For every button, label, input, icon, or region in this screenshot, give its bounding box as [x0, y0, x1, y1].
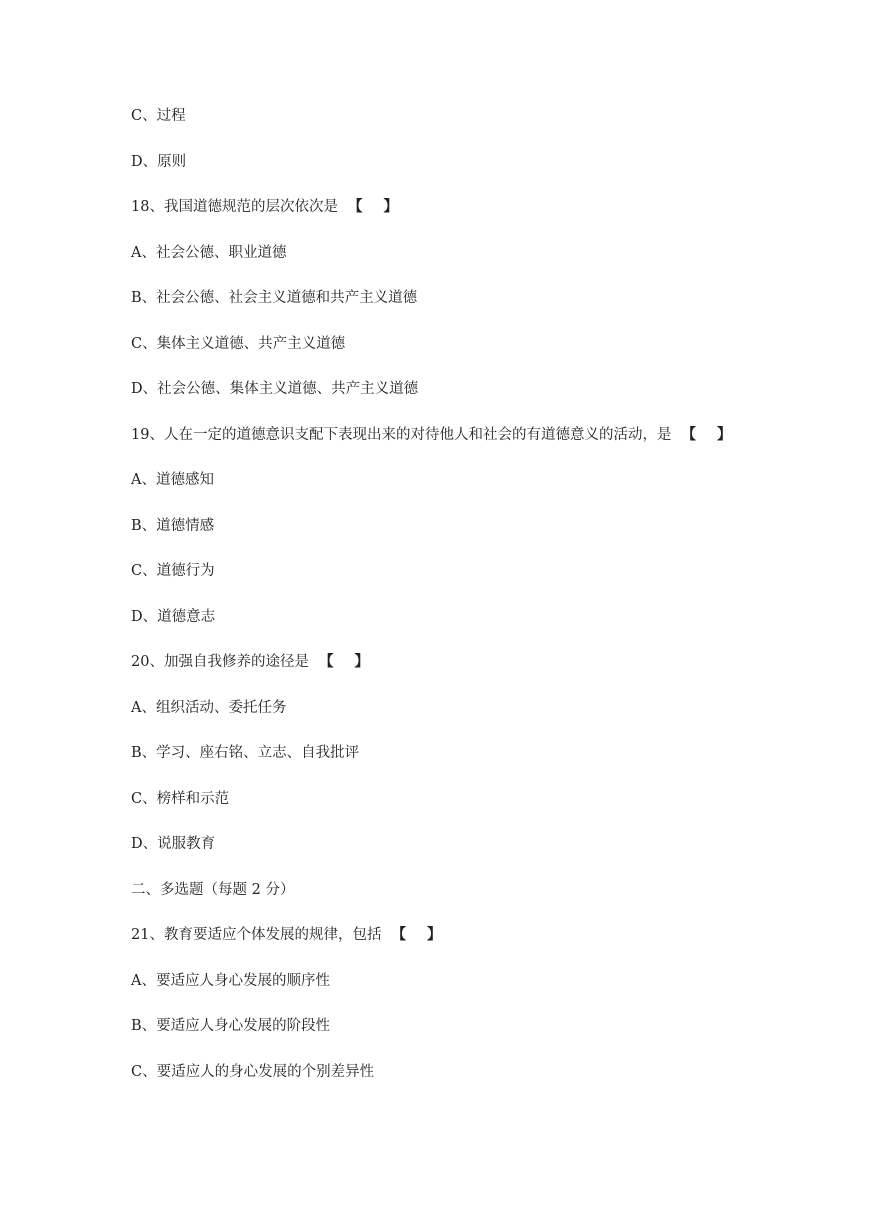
line-text: D、原则	[131, 153, 187, 170]
question-stem	[131, 923, 831, 969]
answer-option	[131, 286, 831, 332]
answer-option	[131, 104, 831, 150]
answer-bracket: 【 】	[681, 425, 740, 443]
answer-option	[131, 559, 831, 605]
answer-option	[131, 1060, 831, 1106]
answer-option	[131, 605, 831, 651]
line-text: C、道德行为	[131, 563, 215, 579]
line-text: C、榜样和示范	[131, 790, 230, 807]
answer-option	[131, 787, 831, 833]
section-heading	[131, 878, 831, 924]
question-list	[131, 104, 831, 1105]
line-text: A、道德感知	[131, 472, 214, 488]
line-text: C、集体主义道德、共产主义道德	[131, 335, 346, 352]
line-text: C、过程	[131, 108, 186, 124]
answer-option	[131, 332, 831, 378]
answer-option	[131, 832, 831, 878]
answer-option	[131, 377, 831, 423]
answer-option	[131, 514, 831, 560]
answer-bracket: 【 】	[318, 653, 378, 670]
answer-option	[131, 741, 831, 787]
answer-bracket: 【 】	[347, 198, 407, 215]
line-text: D、社会公德、集体主义道德、共产主义道德	[131, 381, 419, 397]
answer-bracket: 【 】	[391, 926, 450, 943]
answer-option	[131, 468, 831, 514]
answer-option	[131, 241, 831, 287]
answer-option	[131, 696, 831, 742]
line-text: A、组织活动、委托任务	[131, 699, 287, 716]
question-stem	[131, 423, 831, 469]
line-text: C、要适应人的身心发展的个别差异性	[131, 1063, 375, 1080]
line-text: D、道德意志	[131, 608, 216, 625]
line-text: A、要适应人身心发展的顺序性	[131, 972, 330, 989]
line-text: B、要适应人身心发展的阶段性	[131, 1018, 331, 1034]
line-text: B、学习、座右铭、立志、自我批评	[131, 745, 360, 761]
line-text: A、社会公德、职业道德	[131, 244, 287, 261]
answer-option	[131, 150, 831, 196]
line-text: B、道德情感	[131, 517, 215, 534]
line-text: 19、人在一定的道德意识支配下表现出来的对待他人和社会的有道德意义的活动，是	[131, 426, 672, 443]
line-text: 21、教育要适应个体发展的规律，包括	[131, 927, 382, 943]
answer-option	[131, 1014, 831, 1060]
line-text: 18、我国道德规范的层次依次是	[131, 199, 338, 215]
line-text: 20、加强自我修养的途径是	[131, 654, 309, 670]
question-stem	[131, 650, 831, 696]
question-stem	[131, 195, 831, 241]
answer-option	[131, 969, 831, 1015]
line-text: 二、多选题（每题 2 分）	[131, 881, 295, 898]
line-text: B、社会公德、社会主义道德和共产主义道德	[131, 290, 418, 306]
line-text: D、说服教育	[131, 836, 216, 852]
